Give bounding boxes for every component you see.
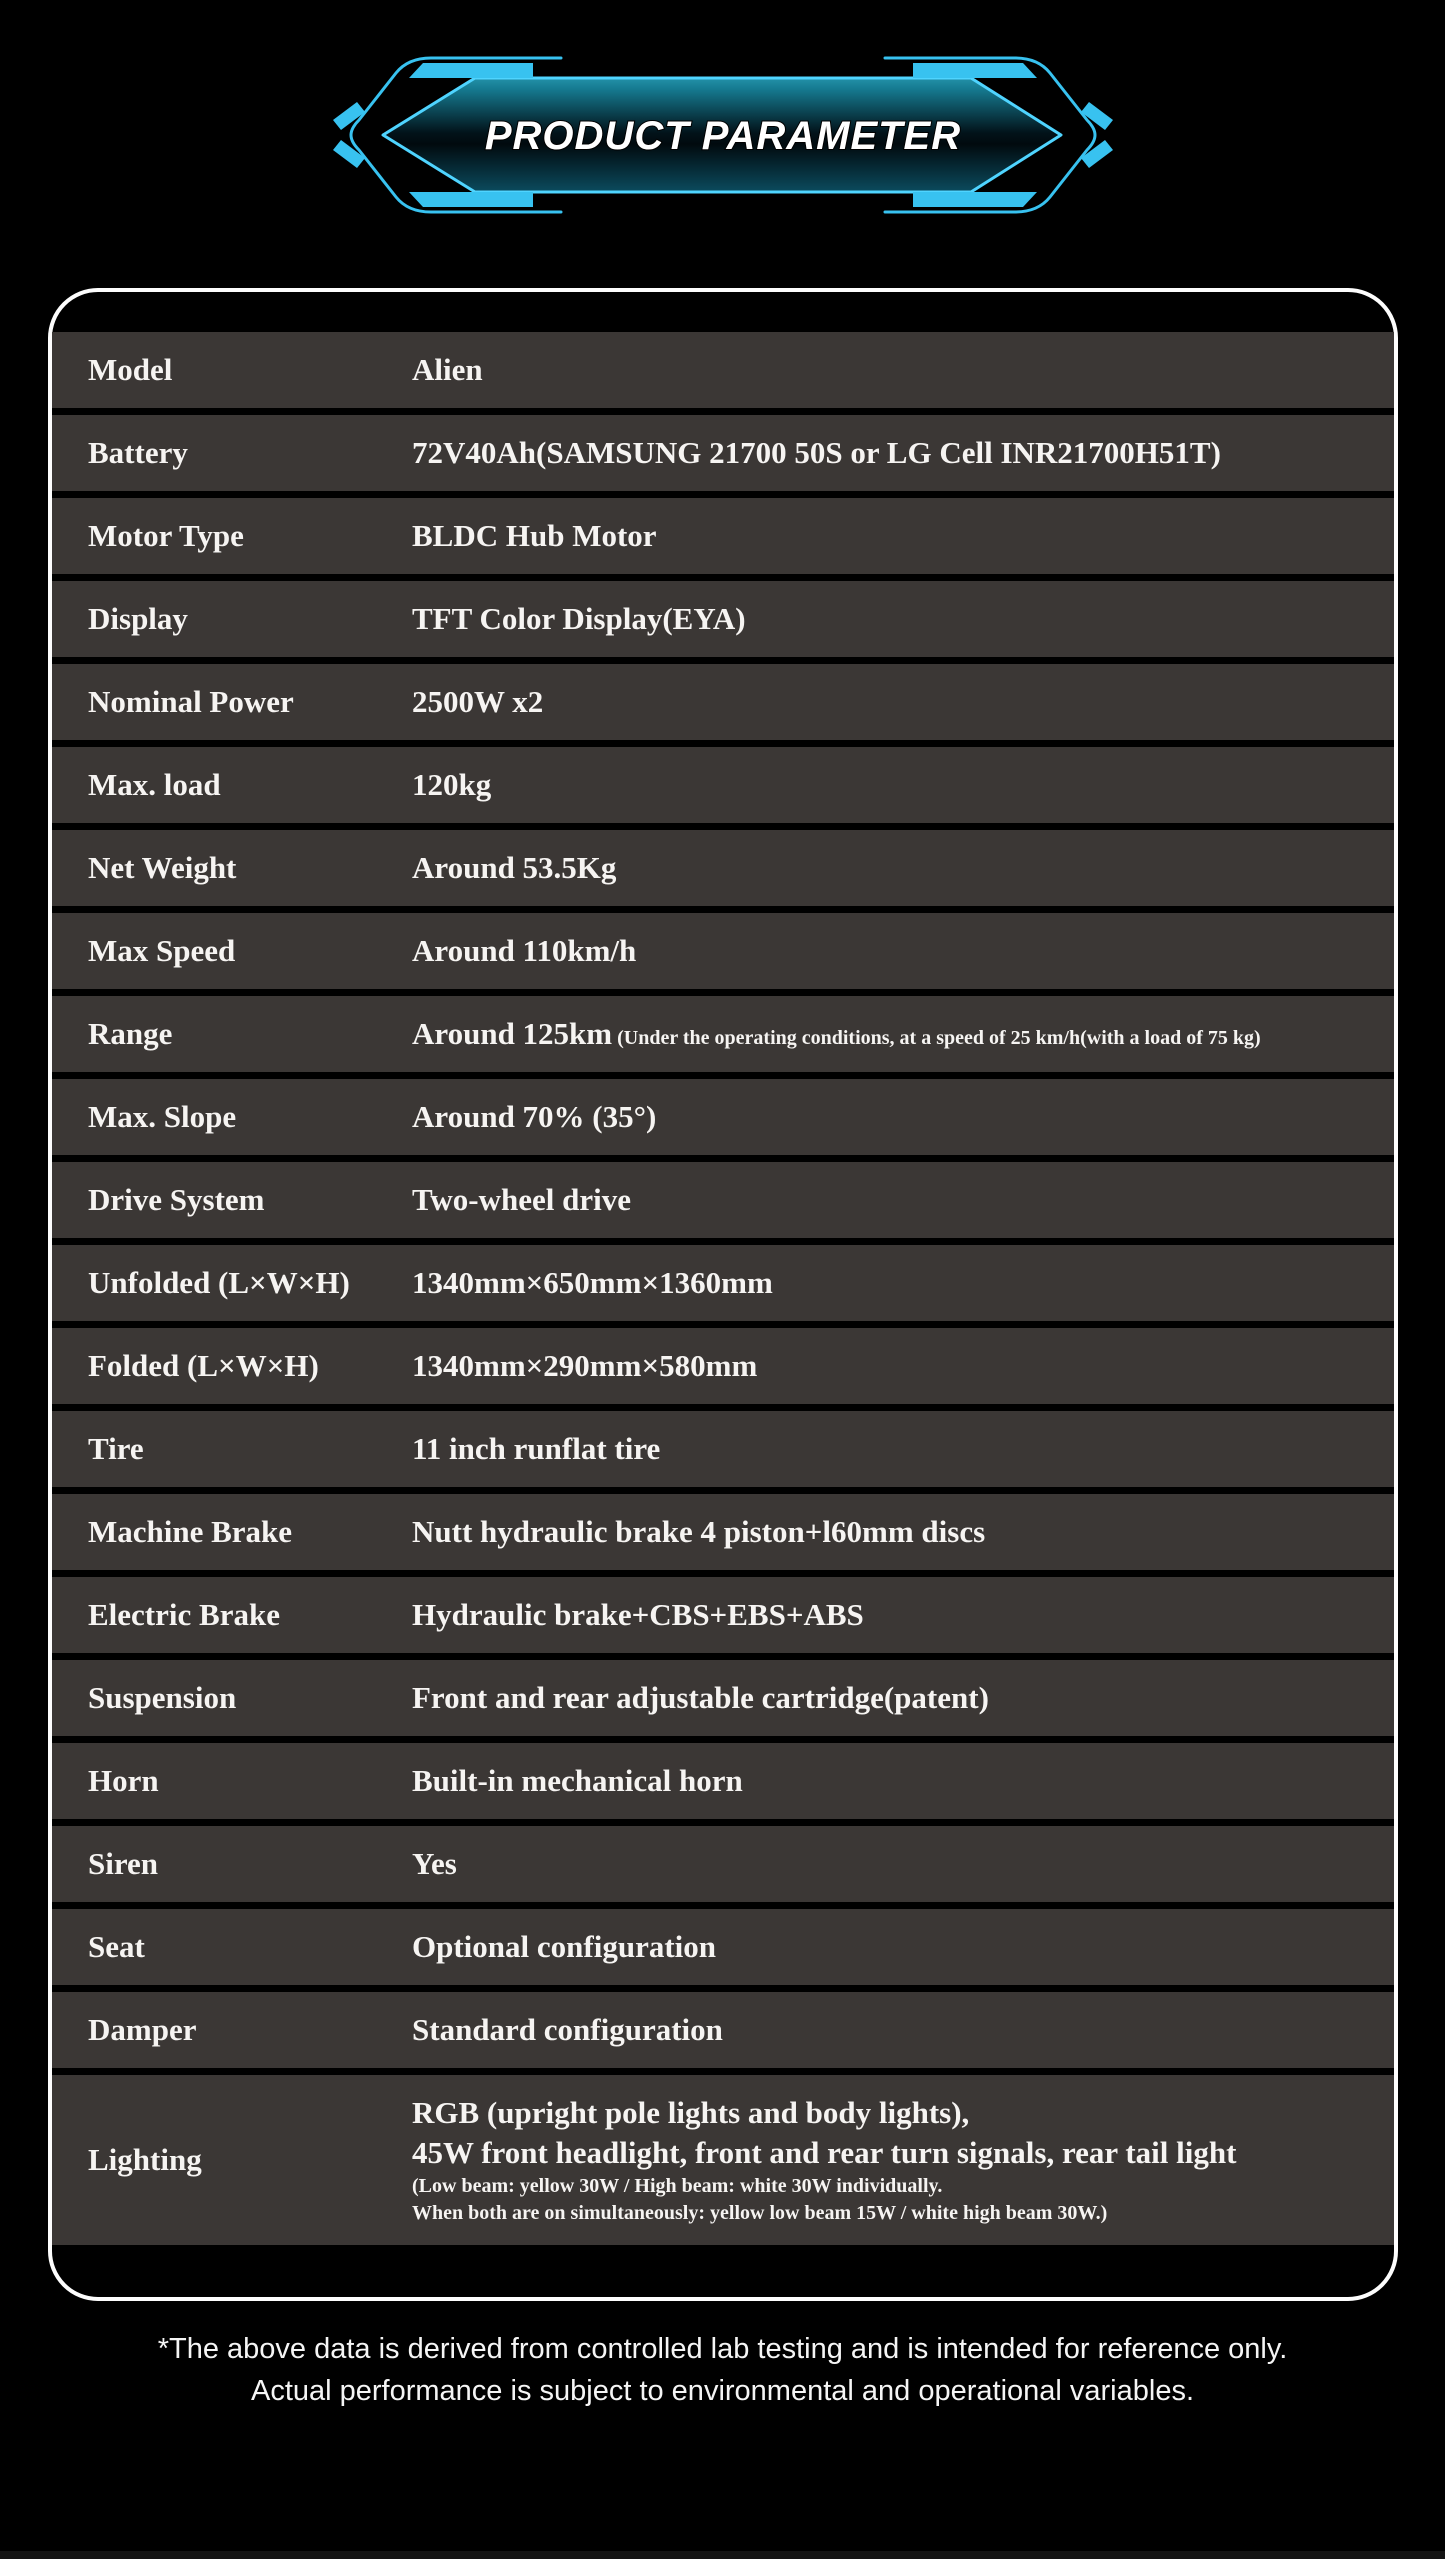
spec-label: Damper xyxy=(88,2012,197,2048)
spec-row xyxy=(52,747,1394,823)
spec-value: Standard configuration xyxy=(412,2011,723,2047)
spec-row xyxy=(52,332,1394,408)
spec-value: 11 inch runflat tire xyxy=(412,1430,661,1466)
spec-value: Optional configuration xyxy=(412,1928,717,1964)
spec-label: Net Weight xyxy=(88,850,237,886)
spec-value: RGB (upright pole lights and body lights), 45W front headlight, front and rear turn signals, rear tail light (Low beam: yellow 30W / High beam: white 30W individually. When both are on simultaneously: yellow low beam 15W / white high beam 30W.) xyxy=(412,2095,1237,2224)
spec-row xyxy=(52,996,1394,1072)
spec-value: Two-wheel drive xyxy=(412,1181,631,1217)
spec-row xyxy=(52,1992,1394,2068)
spec-label: Lighting xyxy=(88,2142,202,2178)
spec-value: Around 70% (35°) xyxy=(412,1098,657,1134)
spec-row xyxy=(52,1660,1394,1736)
spec-value: 120kg xyxy=(412,766,492,802)
spec-label: Model xyxy=(88,352,173,388)
spec-label: Horn xyxy=(88,1763,159,1799)
spec-row xyxy=(52,1577,1394,1653)
spec-value: 1340mm×290mm×580mm xyxy=(412,1347,758,1383)
spec-value: Yes xyxy=(412,1845,457,1881)
spec-label: Seat xyxy=(88,1929,145,1965)
spec-value: 72V40Ah(SAMSUNG 21700 50S or LG Cell INR21700H51T) xyxy=(412,434,1221,470)
spec-label: Drive System xyxy=(88,1182,265,1218)
spec-label: Nominal Power xyxy=(88,684,294,720)
spec-label: Machine Brake xyxy=(88,1514,293,1550)
spec-rows xyxy=(52,332,1394,2245)
spec-value: Alien xyxy=(412,351,483,387)
spec-row xyxy=(52,581,1394,657)
spec-value: 1340mm×650mm×1360mm xyxy=(412,1264,773,1300)
spec-row xyxy=(52,498,1394,574)
spec-label: Electric Brake xyxy=(88,1597,280,1633)
spec-value: 2500W x2 xyxy=(412,683,544,719)
spec-label: Tire xyxy=(88,1431,144,1467)
spec-value: Front and rear adjustable cartridge(patent) xyxy=(412,1679,989,1715)
spec-value: Nutt hydraulic brake 4 piston+l60mm discs xyxy=(412,1513,986,1549)
spec-label: Max Speed xyxy=(88,933,236,969)
spec-value: BLDC Hub Motor xyxy=(412,517,657,553)
spec-value: TFT Color Display(EYA) xyxy=(412,600,746,636)
spec-label: Folded (L×W×H) xyxy=(88,1348,319,1384)
spec-value: Around 125km (Under the operating conditions, at a speed of 25 km/h(with a load of 75 kg) xyxy=(412,1015,1261,1051)
spec-label: Suspension xyxy=(88,1680,237,1716)
spec-label: Siren xyxy=(88,1846,159,1882)
spec-row xyxy=(52,1826,1394,1902)
spec-row xyxy=(52,1245,1394,1321)
spec-row xyxy=(52,913,1394,989)
spec-row xyxy=(52,1328,1394,1404)
spec-row xyxy=(52,830,1394,906)
spec-value: Built-in mechanical horn xyxy=(412,1762,743,1798)
spec-value: Around 53.5Kg xyxy=(412,849,617,885)
spec-row xyxy=(52,664,1394,740)
spec-row xyxy=(52,1079,1394,1155)
spec-label: Unfolded (L×W×H) xyxy=(88,1265,350,1301)
bottom-strip xyxy=(0,2551,1445,2559)
banner-title: PRODUCT PARAMETER xyxy=(484,114,961,158)
spec-row xyxy=(52,2075,1394,2245)
spec-label: Range xyxy=(88,1016,173,1052)
spec-row xyxy=(52,1411,1394,1487)
spec-label: Max. load xyxy=(88,767,221,803)
spec-row xyxy=(52,1162,1394,1238)
spec-value: Around 110km/h xyxy=(412,932,637,968)
spec-label: Max. Slope xyxy=(88,1099,237,1135)
spec-label: Motor Type xyxy=(88,518,244,554)
disclaimer xyxy=(0,2328,1445,2412)
spec-table xyxy=(48,288,1398,2301)
spec-row xyxy=(52,415,1394,491)
spec-row xyxy=(52,1909,1394,1985)
banner-decoration-icon xyxy=(303,45,1143,225)
spec-label: Battery xyxy=(88,435,188,471)
spec-row xyxy=(52,1494,1394,1570)
disclaimer-line-1: *The above data is derived from controlled lab testing and is intended for reference only. xyxy=(157,2333,1288,2365)
spec-value: Hydraulic brake+CBS+EBS+ABS xyxy=(412,1596,864,1632)
spec-label: Display xyxy=(88,601,188,637)
product-parameter-banner xyxy=(0,45,1445,225)
disclaimer-line-2: Actual performance is subject to environmental and operational variables. xyxy=(250,2375,1195,2408)
spec-row xyxy=(52,1743,1394,1819)
